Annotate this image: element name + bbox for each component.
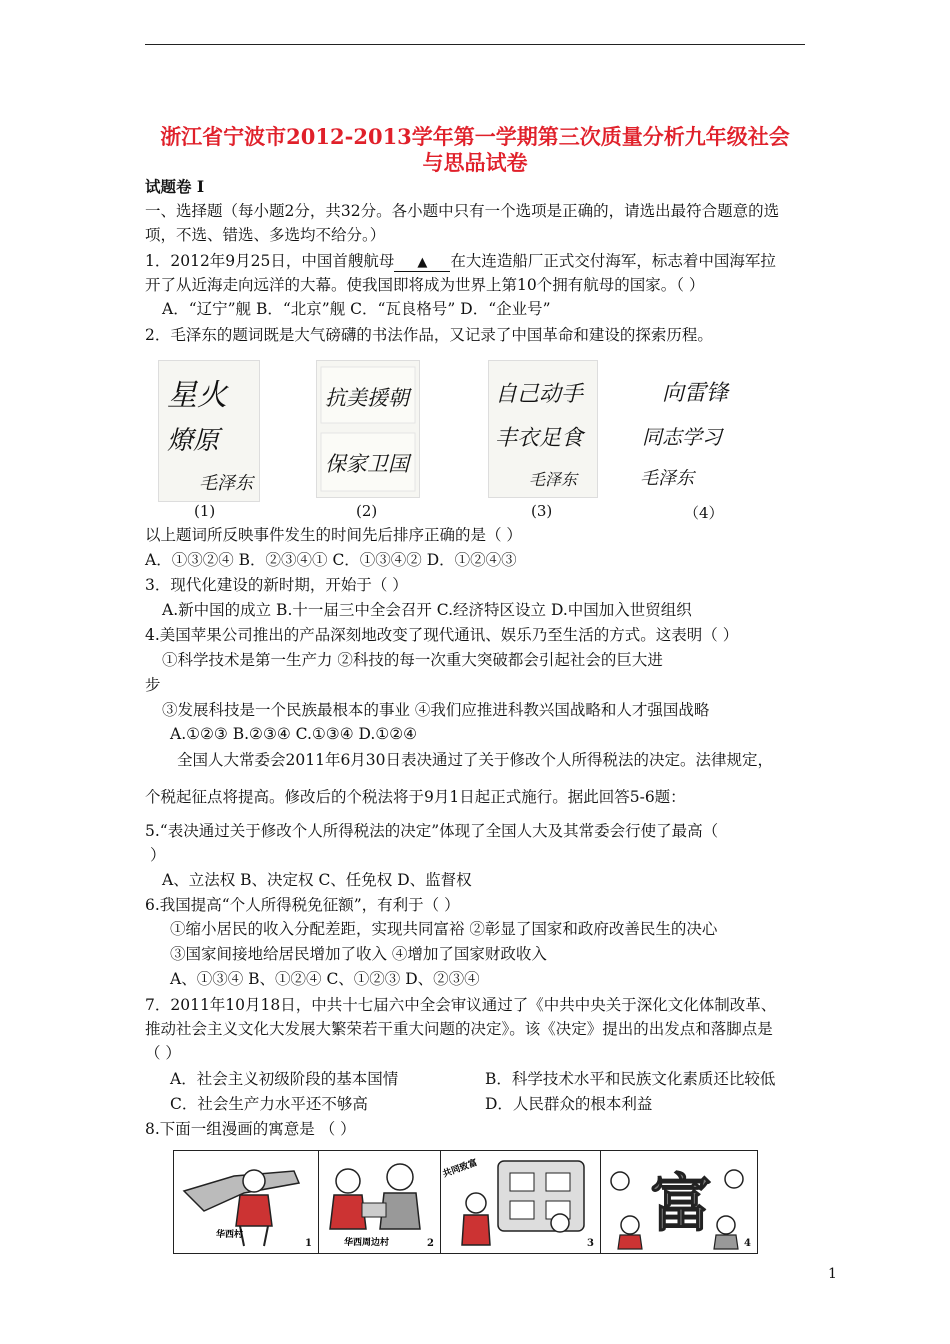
q4-line4: ③发展科技是一个民族最根本的事业 ④我们应推进科教兴国战略和人才强国战略 (162, 701, 710, 719)
q3-options: A.新中国的成立 B.十一届三中全会召开 C.经济特区设立 D.中国加入世贸组织 (162, 601, 692, 619)
cartoon-2-drawing (318, 1151, 440, 1253)
callig1-line1: 星火 (167, 378, 227, 413)
callig4-sign: 毛泽东 (640, 468, 694, 489)
cartoon-strip (173, 1150, 758, 1254)
q4-stem: 4.美国苹果公司推出的产品深刻地改变了现代通讯、娱乐乃至生活的方式。这表明（ ） (145, 626, 739, 644)
passage-line1: 全国人大常委会2011年6月30日表决通过了关于修改个人所得税法的决定。法律规定， (177, 751, 774, 769)
exam-title-line2: 与思品试卷 (422, 150, 528, 175)
q6-options: A、①③④ B、①②④ C、①②③ D、②③④ (170, 970, 480, 988)
instructions-line2: 项，不选、错选、多选均不给分。） (145, 226, 386, 244)
cartoon-panel-2 (318, 1151, 441, 1253)
q1-line1-a: 1．2012年9月25日，中国首艘航母 (145, 252, 395, 270)
cartoon-2-number: 2 (427, 1238, 434, 1249)
q7-option-c: C．社会生产力水平还不够高 (170, 1095, 368, 1113)
q7-line3: （ ） (145, 1044, 181, 1062)
q7-option-d: D．人民群众的根本利益 (485, 1095, 653, 1113)
calligraphy-image-1 (158, 360, 260, 502)
calligraphy-image-4 (632, 360, 742, 496)
cartoon-panel-1 (174, 1151, 319, 1253)
q1-blank: ▲ (394, 255, 450, 272)
q1-line1-b: 在大连造船厂正式交付海军，标志着中国海军拉 (450, 252, 776, 270)
q7-line1: 7．2011年10月18日，中共十七届六中全会审议通过了《中共中央关于深化文化体制改革、 (145, 996, 777, 1014)
q2-stem: 2．毛泽东的题词既是大气磅礴的书法作品，又记录了中国革命和建设的探索历程。 (145, 326, 713, 344)
q4-line2: ①科学技术是第一生产力 ②科技的每一次重大突破都会引起社会的巨大进 (162, 651, 663, 669)
q1-line2: 开了从近海走向远洋的大幕。使我国即将成为世界上第10个拥有航母的国家。（ ） (145, 276, 705, 294)
callig1-sign: 毛泽东 (199, 473, 253, 494)
cartoon-3-drawing (440, 1151, 600, 1253)
q6-stem: 6.我国提高“个人所得税免征额”，有利于（ ） (145, 896, 460, 914)
caption-4: （4） (684, 504, 724, 522)
callig3-sign: 毛泽东 (529, 470, 578, 489)
q1-line1 (145, 250, 776, 272)
q1-options: A．“辽宁”舰 B．“北京”舰 C．“瓦良格号” D．“企业号” (162, 300, 551, 318)
callig4-line2: 同志学习 (642, 425, 722, 449)
cartoon-1-number: 1 (305, 1238, 312, 1249)
cartoon-panel-3 (440, 1151, 601, 1253)
callig2-line2: 保家卫国 (325, 452, 409, 476)
cartoon-2-label: 华西周边村 (344, 1238, 390, 1248)
cartoon-1-drawing (174, 1151, 318, 1253)
q7-option-a: A．社会主义初级阶段的基本国情 (170, 1070, 399, 1088)
callig4-line1: 向雷锋 (662, 381, 729, 406)
q3-stem: 3．现代化建设的新时期，开始于（ ） (145, 576, 408, 594)
caption-1: (1) (194, 502, 216, 520)
cartoon-4-drawing (600, 1151, 757, 1253)
cartoon-1-label: 华西村 (216, 1230, 244, 1240)
page-number: 1 (828, 1266, 837, 1282)
q7-line2: 推动社会主义文化大发展大繁荣若干重大问题的决定》。该《决定》提出的出发点和落脚点是 (145, 1020, 773, 1038)
q6-line3: ③国家间接地给居民增加了收入 ④增加了国家财政收入 (170, 945, 547, 963)
q4-options: A.①②③ B.②③④ C.①③④ D.①②④ (170, 725, 418, 743)
q8-stem: 8.下面一组漫画的寓意是 （ ） (145, 1120, 356, 1138)
cartoon-panel-4 (600, 1151, 757, 1253)
q7-option-b: B．科学技术水平和民族文化素质还比较低 (485, 1070, 776, 1088)
callig3-line1: 自己动手 (495, 382, 584, 407)
q5-line2: ） (150, 846, 166, 864)
q5-options: A、立法权 B、决定权 C、任免权 D、监督权 (162, 871, 472, 889)
callig1-line2: 燎原 (167, 426, 220, 456)
section-label: 试题卷 I (145, 177, 205, 196)
q4-line3: 步 (145, 676, 161, 694)
q2-options: A．①③②④ B．②③④① C．①③④② D．①②④③ (145, 551, 517, 569)
callig3-line2: 丰衣足食 (495, 426, 584, 451)
caption-2: (2) (356, 502, 378, 520)
q5-line1: 5.“表决通过关于修改个人所得税法的决定”体现了全国人大及其常委会行使了最高（ (145, 822, 719, 840)
cartoon-4-character: 富 (650, 1167, 713, 1240)
exam-title-line1: 浙江省宁波市2012-2013学年第一学期第三次质量分析九年级社会 (160, 124, 790, 149)
passage-line2: 个税起征点将提高。修改后的个税法将于9月1日起正式施行。据此回答5-6题： (145, 788, 686, 806)
callig2-line1: 抗美援朝 (325, 386, 409, 410)
caption-3: (3) (531, 502, 553, 520)
instructions-line1: 一、选择题（每小题2分，共32分。各小题中只有一个选项是正确的，请选出最符合题意的选 (145, 202, 780, 220)
calligraphy-image-3 (488, 360, 598, 498)
cartoon-3-number: 3 (587, 1238, 594, 1249)
cartoon-3-label: 共同致富 (441, 1158, 479, 1180)
q6-line2: ①缩小居民的收入分配差距，实现共同富裕 ②彰显了国家和政府改善民生的决心 (170, 920, 718, 938)
q2-question: 以上题词所反映事件发生的时间先后排序正确的是（ ） (145, 526, 522, 544)
cartoon-4-number: 4 (744, 1238, 751, 1249)
header-rule (145, 44, 805, 45)
calligraphy-image-2 (316, 360, 420, 498)
